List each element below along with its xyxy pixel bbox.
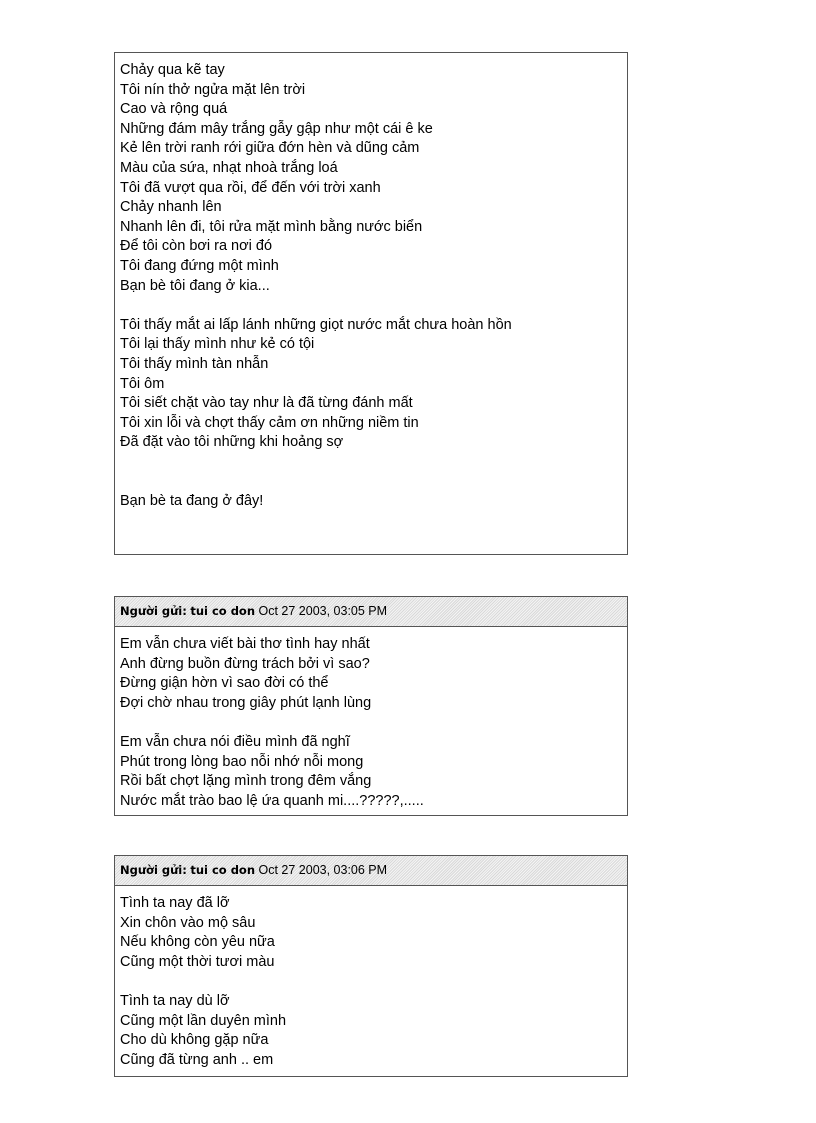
post	[114, 596, 628, 816]
sender-label: Người gửi:	[120, 604, 187, 618]
poem-line: Cũng một thời tươi màu	[120, 953, 275, 970]
poem-line: Kẻ lên trời ranh rới giữa đớn hèn và dũng cảm	[120, 140, 420, 157]
poem-line	[120, 472, 627, 492]
poem-line: Tôi đã vượt qua rồi, để đến với trời xanh	[120, 179, 381, 196]
poem-line: Nước mắt trào bao lệ ứa quanh mi....?????,.....	[120, 792, 424, 809]
poem-line: Để tôi còn bơi ra nơi đó	[120, 238, 273, 255]
poem-line: Em vẫn chưa viết bài thơ tình hay nhất	[120, 636, 370, 652]
poem-line: Tôi ôm	[120, 375, 165, 392]
post-date: Oct 27 2003, 03:05 PM	[258, 604, 388, 618]
poem-line: Đợi chờ nhau trong giây phút lạnh lùng	[120, 694, 372, 711]
post-continuation	[114, 52, 628, 555]
poem-line: Màu của sứa, nhạt nhoà trắng loá	[120, 159, 338, 176]
poem-line: Phút trong lòng bao nỗi nhớ nỗi mong	[120, 753, 364, 770]
poem-line: Nếu không còn yêu nữa	[120, 934, 275, 951]
poem-line: Bạn bè tôi đang ở kia...	[120, 277, 270, 294]
post-body	[115, 886, 627, 1070]
poem-line: Chảy qua kẽ tay	[120, 62, 225, 78]
post-body	[115, 53, 627, 512]
poem-line: Tôi thấy mình tàn nhẫn	[120, 355, 269, 372]
poem-line: Nhanh lên đi, tôi rửa mặt mình bằng nước biển	[120, 218, 423, 235]
poem-line: Tôi lại thấy mình như kẻ có tội	[120, 336, 315, 353]
poem-line	[120, 713, 627, 733]
poem-line: Anh đừng buồn đừng trách bởi vì sao?	[120, 655, 370, 672]
sender-name: tui co don	[190, 863, 256, 877]
sender-name: tui co don	[190, 604, 256, 618]
post-header	[115, 856, 627, 886]
poem-line: Cũng một lần duyên mình	[120, 1012, 287, 1029]
poem-line: Xin chôn vào mộ sâu	[120, 914, 256, 931]
poem-line	[120, 972, 627, 992]
poem-line: Tình ta nay dù lỡ	[120, 992, 230, 1009]
poem-line: Bạn bè ta đang ở đây!	[120, 493, 264, 510]
poem-line: Rồi bất chợt lặng mình trong đêm vắng	[120, 773, 372, 790]
poem-line: Những đám mây trắng gẫy gập như một cái ê ke	[120, 120, 433, 137]
sender-label: Người gửi:	[120, 863, 187, 877]
post-date: Oct 27 2003, 03:06 PM	[258, 863, 388, 877]
poem-line: Chảy nhanh lên	[120, 199, 222, 216]
poem-line	[120, 453, 627, 473]
poem-line: Tôi siết chặt vào tay như là đã từng đánh mất	[120, 395, 413, 412]
post-header	[115, 597, 627, 627]
poem-line: Tình ta nay đã lỡ	[120, 895, 230, 911]
poem-line: Đã đặt vào tôi những khi hoảng sợ	[120, 434, 344, 451]
poem-line: Cho dù không gặp nữa	[120, 1032, 269, 1049]
poem-line: Cũng đã từng anh .. em	[120, 1051, 274, 1068]
poem-line	[120, 296, 627, 316]
post-body	[115, 627, 627, 811]
poem-line: Tôi nín thở ngửa mặt lên trời	[120, 81, 306, 98]
poem-line: Cao và rộng quá	[120, 101, 228, 118]
poem-line: Tôi thấy mắt ai lấp lánh những giọt nước mắt chưa hoàn hồn	[120, 316, 512, 333]
poem-line: Tôi xin lỗi và chợt thấy cảm ơn những niềm tin	[120, 414, 419, 431]
post	[114, 855, 628, 1077]
poem-line: Em vẫn chưa nói điều mình đã nghĩ	[120, 733, 350, 750]
poem-line: Đừng giận hờn vì sao đời có thể	[120, 675, 329, 692]
poem-line: Tôi đang đứng một mình	[120, 257, 279, 274]
